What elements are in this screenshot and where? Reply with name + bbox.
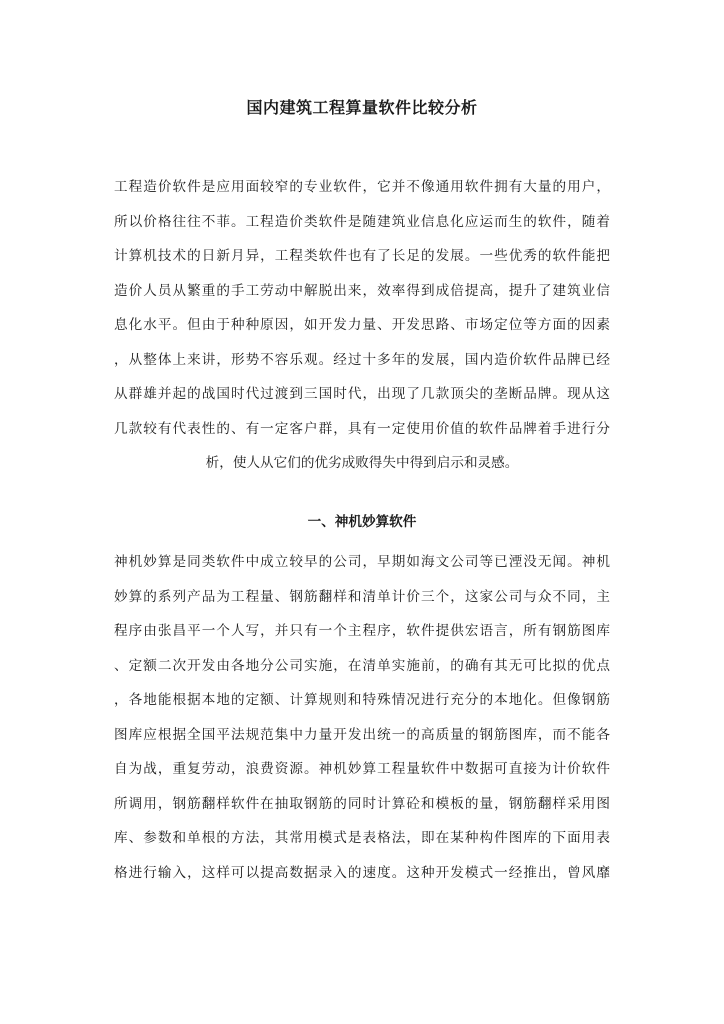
text-line: 息化水平。但由于种种原因，如开发力量、开发思路、市场定位等方面的因素 bbox=[114, 317, 610, 333]
text-line: 造价人员从繁重的手工劳动中解脱出来，效率得到成倍提高，提升了建筑业信 bbox=[114, 282, 610, 299]
text-line: 库、参数和单根的方法，其常用模式是表格法，即在某种构件图库的下面用表 bbox=[114, 830, 610, 846]
text-line: 几款较有代表性的、有一定客户群，具有一定使用价值的软件品牌着手进行分 bbox=[114, 420, 610, 437]
text-line: 程序由张昌平一个人写，并只有一个主程序，软件提供宏语言，所有钢筋图库 bbox=[114, 623, 610, 639]
section1-paragraph bbox=[114, 545, 610, 890]
text-line: 、定额二次开发由各地分公司实施，在清单实施前，的确有其无可比拟的优点 bbox=[114, 657, 610, 674]
text-line: 工程造价软件是应用面较窄的专业软件，它并不像通用软件拥有大量的用户， bbox=[114, 179, 610, 195]
text-line: 神机妙算是同类软件中成立较早的公司，早期如海文公司等已湮没无闻。神机 bbox=[114, 554, 610, 570]
text-line: 格进行输入，这样可以提高数据录入的速度。这种开发模式一经推出，曾风靡 bbox=[114, 864, 610, 881]
text-line: 图库应根据全国平法规范集中力量开发出统一的高质量的钢筋图库，而不能各 bbox=[114, 726, 610, 743]
intro-paragraph bbox=[114, 170, 610, 481]
text-line: 所以价格往往不菲。工程造价类软件是随建筑业信息化应运而生的软件，随着 bbox=[114, 213, 610, 230]
text-line: 计算机技术的日新月异，工程类软件也有了长足的发展。一些优秀的软件能把 bbox=[114, 248, 610, 264]
text-line: 妙算的系列产品为工程量、钢筋翻样和清单计价三个，这家公司与众不同，主 bbox=[114, 588, 610, 605]
text-line: 析，使人从它们的优劣成败得失中得到启示和灵感。 bbox=[205, 455, 519, 471]
document-title: 国内建筑工程算量软件比较分析 bbox=[246, 98, 478, 117]
text-line: ，各地能根据本地的定额、计算规则和特殊情况进行充分的本地化。但像钢筋 bbox=[114, 692, 610, 708]
text-line: 从群雄并起的战国时代过渡到三国时代，出现了几款顶尖的垄断品牌。现从这 bbox=[114, 386, 610, 402]
text-line: 自为战，重复劳动，浪费资源。神机妙算工程量软件中数据可直接为计价软件 bbox=[114, 761, 610, 777]
text-line: 所调用，钢筋翻样软件在抽取钢筋的同时计算砼和模板的量，钢筋翻样采用图 bbox=[114, 795, 610, 812]
text-line: ，从整体上来讲，形势不容乐观。经过十多年的发展，国内造价软件品牌已经 bbox=[114, 351, 610, 368]
section-heading: 一、神机妙算软件 bbox=[307, 514, 417, 530]
